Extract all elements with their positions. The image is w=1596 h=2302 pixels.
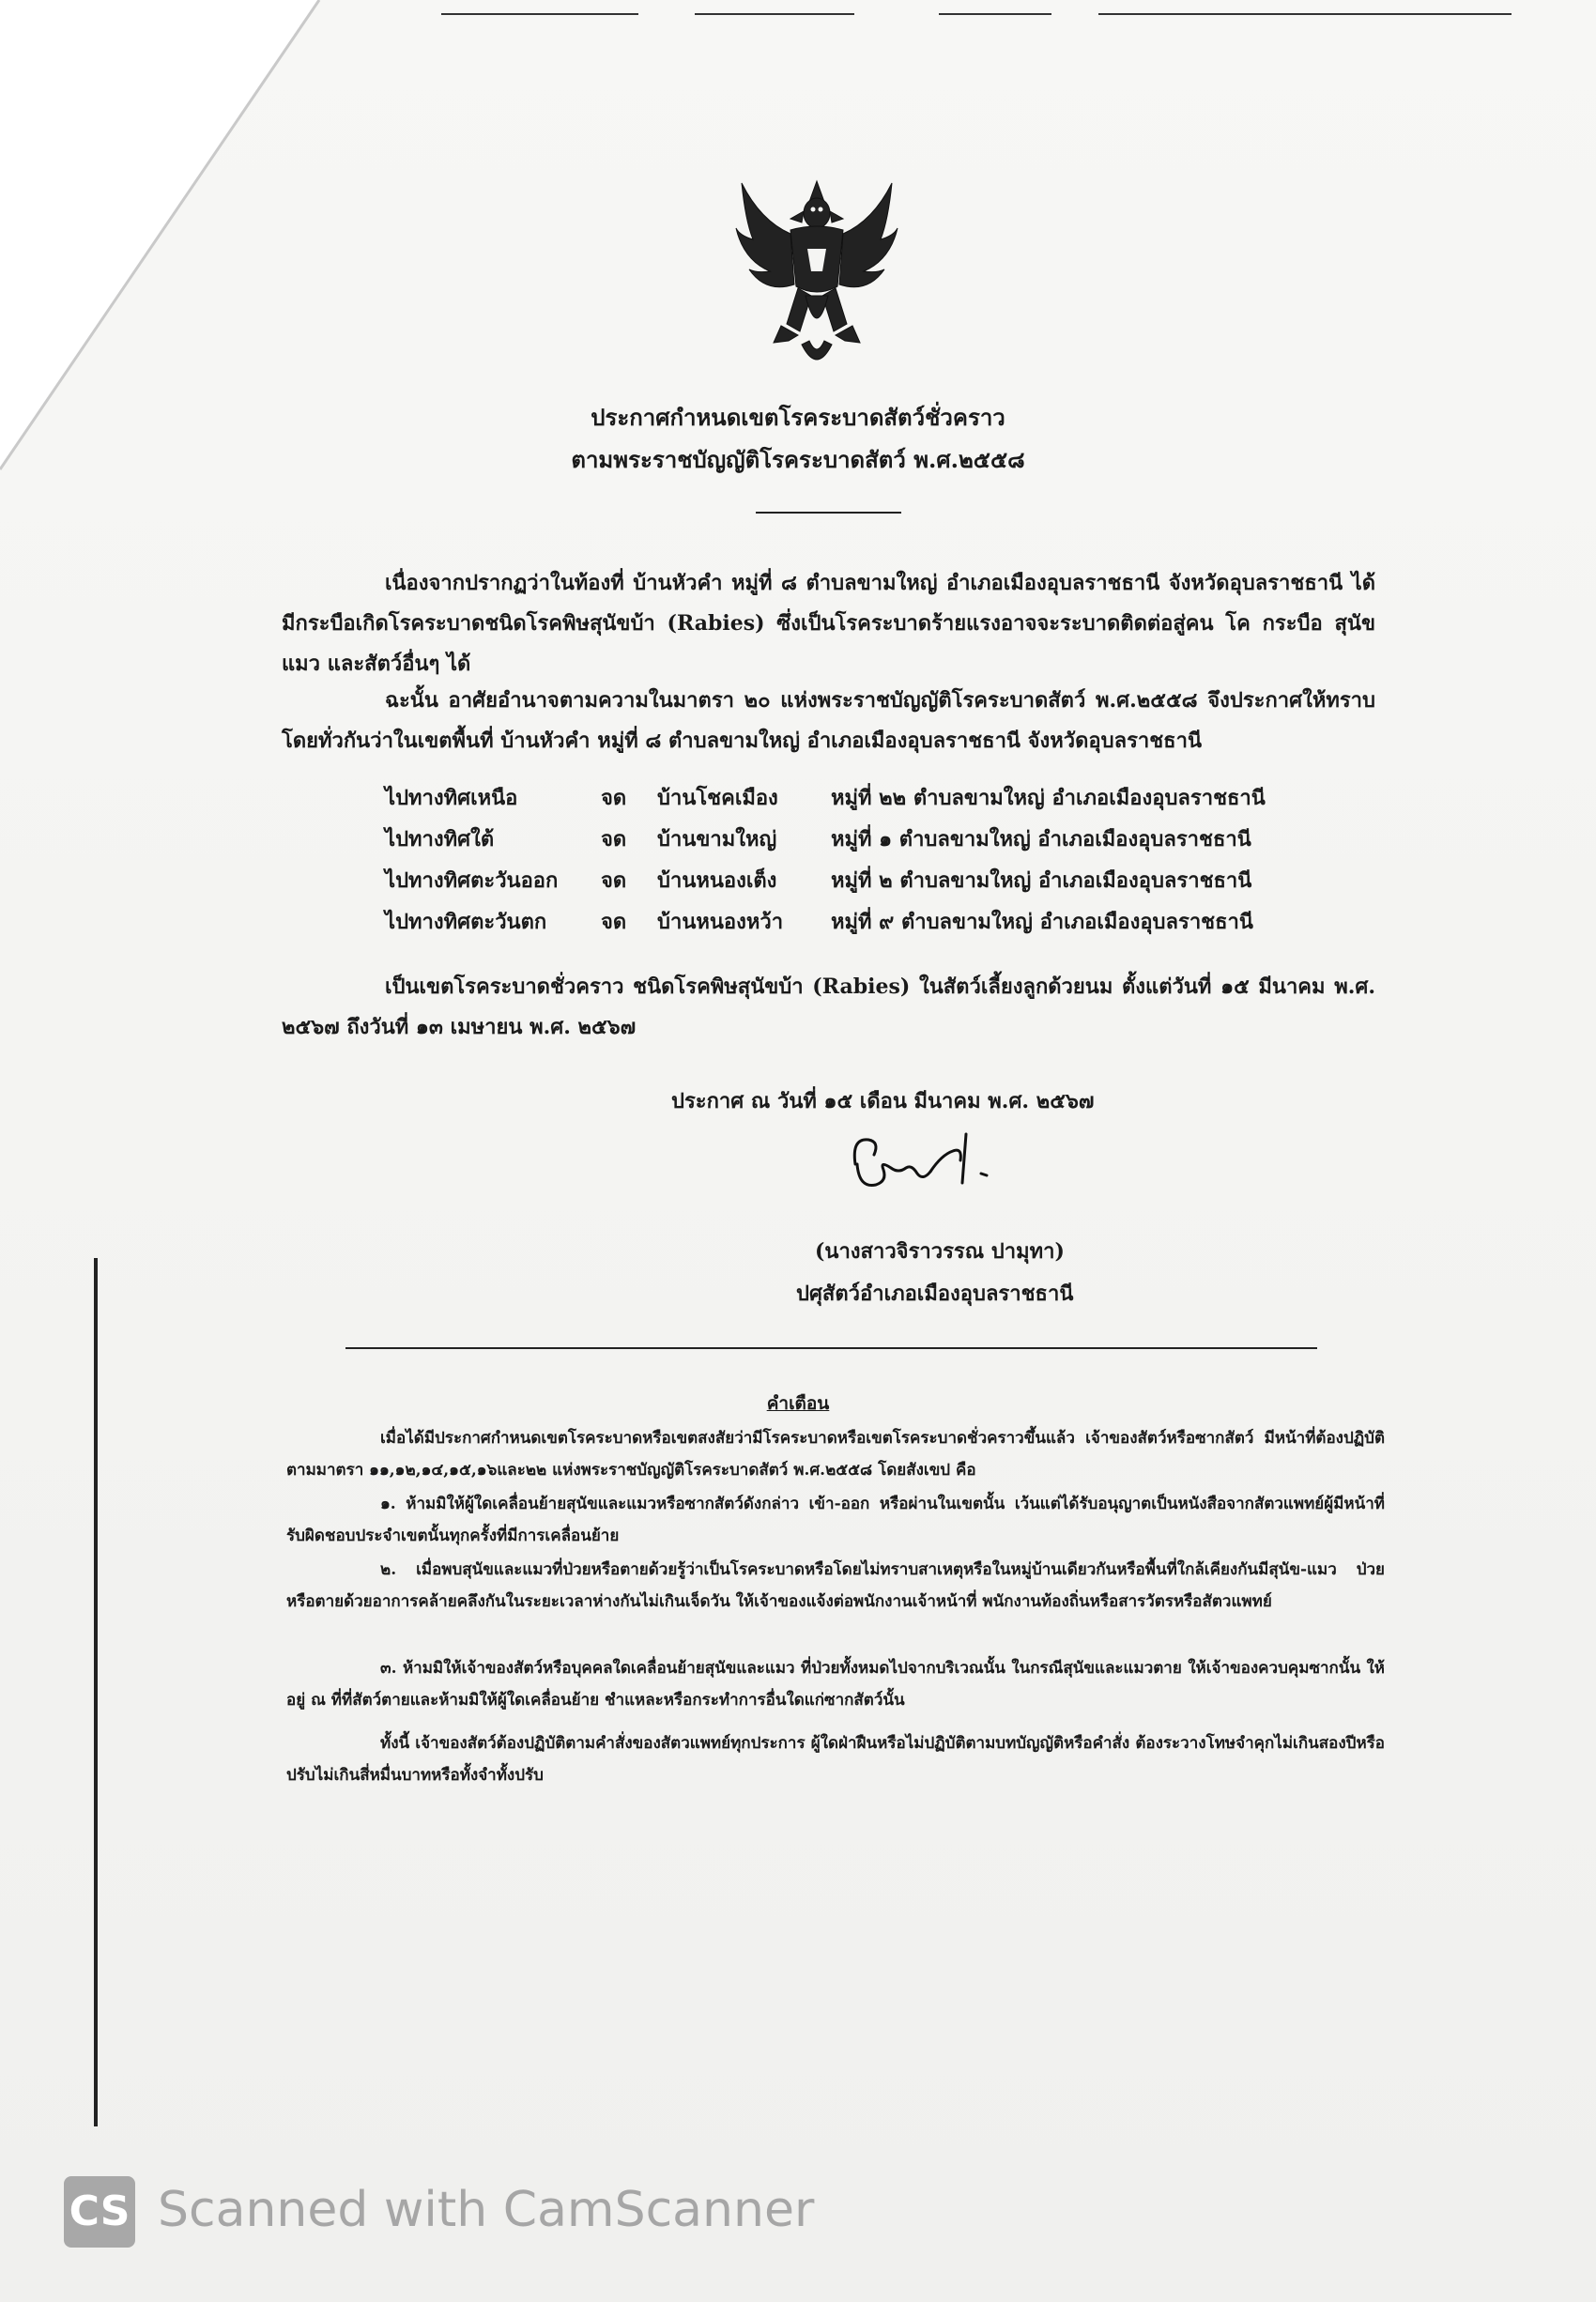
boundary-connector: จด (601, 786, 627, 810)
warning-intro: เมื่อได้มีประกาศกำหนดเขตโรคระบาดหรือเขตสงสัยว่ามีโรคระบาดหรือเขตโรคระบาดชั่วคราวขึ้นแล้ว เจ้าของสัตว์หรือซากสัตว์ มีหน้าที่ต้องปฏิบัติตามมาตรา ๑๑,๑๒,๑๔,๑๕,๑๖และ๒๒ แห่งพระราชบัญญัติโรคระบาดสัตว์ พ.ศ.๒๕๕๘ โดยสังเขป คือ (286, 1429, 1385, 1480)
boundary-direction: ไปทางทิศเหนือ (385, 786, 518, 810)
boundary-connector: จด (601, 827, 627, 852)
warning-item: ๑. ห้ามมิให้ผู้ใดเคลื่อนย้ายสุนัขและแมวหรือซากสัตว์ดังกล่าว เข้า-ออก หรือผ่านในเขตนั้น เว้นแต่ได้รับอนุญาตเป็นหนังสือจากสัตวแพทย์ผู้มีหน้าที่รับผิดชอบประจำเขตนั้นทุกครั้งที่มีการเคลื่อนย้าย (286, 1495, 1385, 1545)
binding-edge-line (94, 1258, 98, 2126)
boundary-location: หมู่ที่ ๙ ตำบลขามใหญ่ อำเภอเมืองอุบลราชธานี (831, 910, 1253, 934)
scan-top-line (939, 13, 1051, 15)
garuda-emblem (732, 174, 901, 380)
signer-position: ปศุสัตว์อำเภอเมืองอุบลราชธานี (796, 1281, 1074, 1306)
signer-name: (นางสาวจิราวรรณ ปามุทา) (815, 1239, 1065, 1264)
boundary-village: บ้านโชคเมือง (657, 786, 778, 810)
warning-penalty: ทั้งนี้ เจ้าของสัตว์ต้องปฏิบัติตามคำสั่งของสัตวแพทย์ทุกประการ ผู้ใดฝ่าฝืนหรือไม่ปฏิบัติตามบทบัญญัติหรือคำสั่ง ต้องระวางโทษจำคุกไม่เกินสองปีหรือปรับไม่เกินสี่หมื่นบาทหรือทั้งจำทั้งปรับ (286, 1734, 1385, 1785)
boundary-connector: จด (601, 868, 627, 893)
boundary-village: บ้านหนองเต็ง (657, 868, 777, 893)
boundary-location: หมู่ที่ ๒ ตำบลขามใหญ่ อำเภอเมืองอุบลราชธานี (831, 868, 1252, 893)
handwritten-signature (850, 1127, 1014, 1202)
boundary-connector: จด (601, 910, 627, 934)
warning-title: คำเตือน (766, 1393, 830, 1414)
section-divider (345, 1347, 1317, 1349)
warning-item: ๓. ห้ามมิให้เจ้าของสัตว์หรือบุคคลใดเคลื่อนย้ายสุนัขและแมว ที่ป่วยทั้งหมดไปจากบริเวณนั้น ในกรณีสุนัขและแมวตาย ให้เจ้าของควบคุมซากนั้น ให้อยู่ ณ ที่ที่สัตว์ตายและห้ามมิให้ผู้ใดเคลื่อนย้าย ชำแหละหรือกระทำการอื่นใดแก่ซากสัตว์นั้น (286, 1659, 1385, 1710)
boundary-village: บ้านหนองหว้า (657, 910, 784, 934)
boundary-location: หมู่ที่ ๑ ตำบลขามใหญ่ อำเภอเมืองอุบลราชธานี (831, 827, 1251, 852)
boundary-direction: ไปทางทิศใต้ (385, 827, 495, 852)
paragraph-zone-period: เป็นเขตโรคระบาดชั่วคราว ชนิดโรคพิษสุนัขบ้า (Rabies) ในสัตว์เลี้ยงลูกด้วยนม ตั้งแต่วันที่ ๑๕ มีนาคม พ.ศ. ๒๕๖๗ ถึงวันที่ ๑๓ เมษายน พ.ศ. ๒๕๖๗ (282, 975, 1375, 1039)
paragraph-outbreak: เนื่องจากปรากฏว่าในท้องที่ บ้านหัวคำ หมู่ที่ ๘ ตำบลขามใหญ่ อำเภอเมืองอุบลราชธานี จังหวัดอุบลราชธานี ได้มีกระบือเกิดโรคระบาดชนิดโรคพิษสุนัขบ้า (Rabies) ซึ่งเป็นโรคระบาดร้ายแรงอาจจะระบาดติดต่อสู่คน โค กระบือ สุนัข แมว และสัตว์อื่นๆ ได้ (282, 571, 1375, 676)
announcement-date: ประกาศ ณ วันที่ ๑๕ เดือน มีนาคม พ.ศ. ๒๕๖๗ (671, 1089, 1095, 1113)
announcement-title: ประกาศกำหนดเขตโรคระบาดสัตว์ชั่วคราว (591, 404, 1005, 431)
scan-top-line (1098, 13, 1512, 15)
scan-top-line (441, 13, 638, 15)
paragraph-authority: ฉะนั้น อาศัยอำนาจตามความในมาตรา ๒๐ แห่งพระราชบัญญัติโรคระบาดสัตว์ พ.ศ.๒๕๕๘ จึงประกาศให้ทราบโดยทั่วกันว่าในเขตพื้นที่ บ้านหัวคำ หมู่ที่ ๘ ตำบลขามใหญ่ อำเภอเมืองอุบลราชธานี จังหวัดอุบลราชธานี (282, 688, 1375, 753)
warning-item: ๒. เมื่อพบสุนัขและแมวที่ป่วยหรือตายด้วยรู้ว่าเป็นโรคระบาดหรือโดยไม่ทราบสาเหตุหรือในหมู่บ้านเดียวกันหรือพื้นที่ใกล้เคียงกันมีสุนัข-แมว ป่วยหรือตายด้วยอาการคล้ายคลึงกันในระยะเวลาห่างกันไม่เกินเจ็ดวัน ให้เจ้าของแจ้งต่อพนักงานเจ้าหน้าที่ พนักงานท้องถิ่นหรือสารวัตรหรือสัตวแพทย์ (286, 1560, 1385, 1611)
announcement-subtitle: ตามพระราชบัญญัติโรคระบาดสัตว์ พ.ศ.๒๕๕๘ (571, 446, 1025, 473)
camscanner-logo-icon: CS (64, 2176, 135, 2248)
camscanner-text: Scanned with CamScanner (158, 2182, 815, 2238)
boundary-village: บ้านขามใหญ่ (657, 827, 777, 852)
title-separator (756, 512, 901, 514)
boundary-direction: ไปทางทิศตะวันตก (385, 910, 547, 934)
boundary-direction: ไปทางทิศตะวันออก (385, 868, 559, 893)
boundary-location: หมู่ที่ ๒๒ ตำบลขามใหญ่ อำเภอเมืองอุบลราชธานี (831, 786, 1266, 810)
scan-top-line (695, 13, 854, 15)
